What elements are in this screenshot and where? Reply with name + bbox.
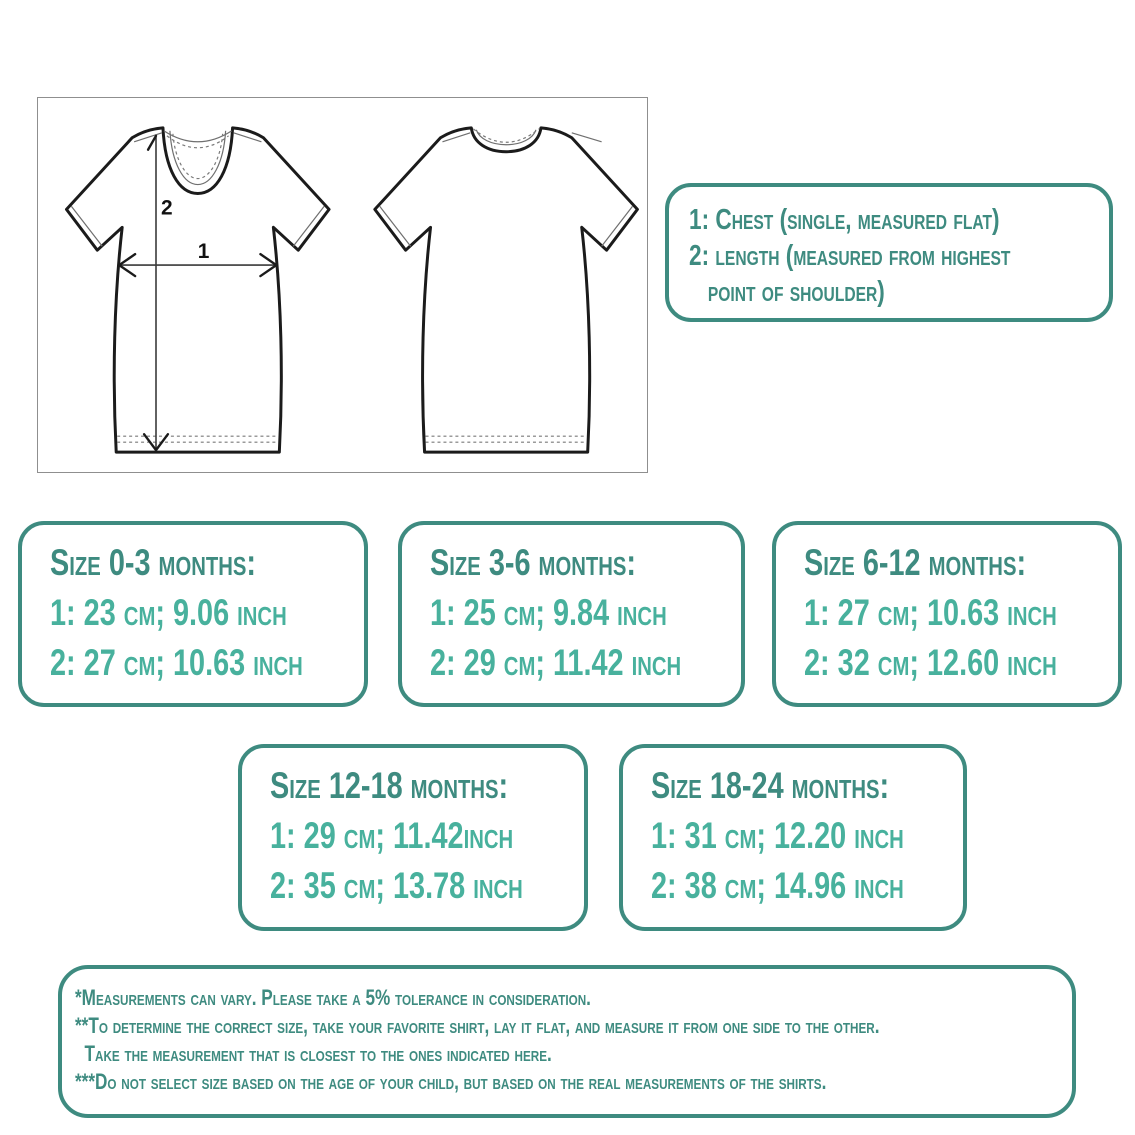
size-chest-value: 1: 29 cm; 11.42inch	[270, 815, 514, 856]
size-card-3-6-months	[398, 521, 745, 707]
size-card-0-3-months	[18, 521, 368, 707]
size-length-value: 2: 27 cm; 10.63 inch	[50, 642, 303, 683]
size-chest-value: 1: 25 cm; 9.84 inch	[430, 592, 667, 633]
size-card-title: Size 3-6 months:	[430, 542, 637, 583]
legend-line-chest: 1: Chest (single, measured flat)	[689, 204, 1000, 236]
size-length-value: 2: 32 cm; 12.60 inch	[804, 642, 1057, 683]
size-length-value: 2: 29 cm; 11.42 inch	[430, 642, 682, 683]
note-tolerance: *Measurements can vary. Please take a 5% tolerance in consideration.	[75, 985, 591, 1010]
size-card-title: Size 6-12 months:	[804, 542, 1027, 583]
size-card-title: Size 18-24 months:	[651, 765, 890, 806]
tshirt-back-drawing	[375, 128, 638, 452]
chest-marker-label: 1	[197, 240, 210, 264]
legend-line-length: 2: length (measured from highest	[689, 240, 1011, 272]
size-chest-value: 1: 31 cm; 12.20 inch	[651, 815, 904, 856]
size-length-value: 2: 38 cm; 14.96 inch	[651, 865, 904, 906]
measurement-notes-box	[58, 965, 1076, 1118]
tshirt-front-back-diagram	[38, 98, 647, 472]
tshirt-diagram-panel	[37, 97, 648, 473]
note-age-warning: ***Do not select size based on the age of your child, but based on the real measurements of the shirts.	[75, 1069, 827, 1094]
size-chest-value: 1: 23 cm; 9.06 inch	[50, 592, 287, 633]
size-chest-value: 1: 27 cm; 10.63 inch	[804, 592, 1057, 633]
size-card-title: Size 12-18 months:	[270, 765, 509, 806]
length-marker-label: 2	[160, 196, 173, 220]
note-how-to-measure-cont: Take the measurement that is closest to the ones indicated here.	[75, 1041, 552, 1066]
size-card-title: Size 0-3 months:	[50, 542, 257, 583]
size-card-18-24-months	[619, 744, 967, 931]
measurement-legend-box	[665, 183, 1113, 322]
size-card-12-18-months	[238, 744, 588, 931]
size-length-value: 2: 35 cm; 13.78 inch	[270, 865, 523, 906]
legend-line-length-cont: point of shoulder)	[689, 276, 885, 308]
note-how-to-measure: **To determine the correct size, take your favorite shirt, lay it flat, and measure it from one side to the other.	[75, 1013, 880, 1038]
size-card-6-12-months	[772, 521, 1122, 707]
tshirt-front-drawing	[66, 128, 329, 452]
